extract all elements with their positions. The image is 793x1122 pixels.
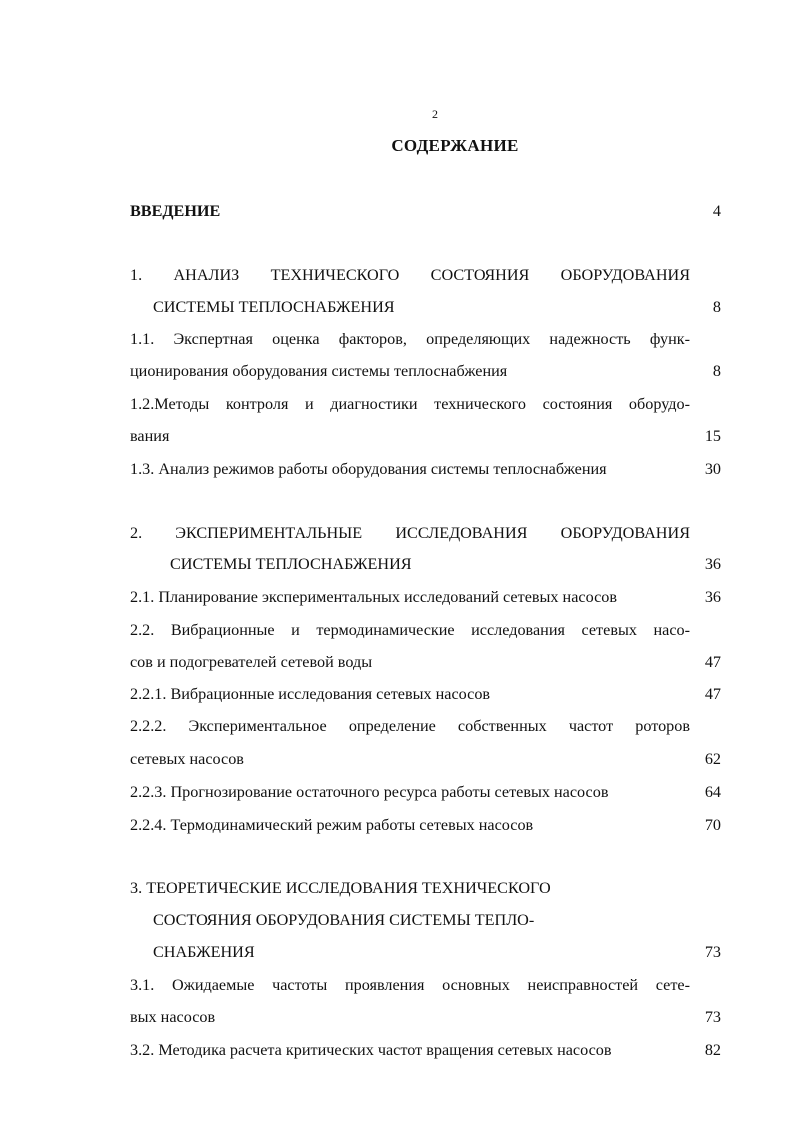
toc-entry-label: 3.2. Методика расчета критических частот вращения сетевых насосов bbox=[130, 1041, 612, 1059]
toc-page-number: 73 bbox=[704, 1008, 721, 1026]
toc-entry-label: 2.2.3. Прогнозирование остаточного ресурса работы сетевых насосов bbox=[130, 783, 609, 801]
toc-entry-label: 1.3. Анализ режимов работы оборудования системы теплоснабжения bbox=[130, 460, 607, 478]
toc-entry-label-cont: СНАБЖЕНИЯ bbox=[153, 943, 255, 961]
toc-page-number: 30 bbox=[704, 460, 721, 478]
toc-entry-label: 1.2.Методы контроля и диагностики технического состояния оборудо- bbox=[130, 395, 690, 413]
toc-entry-label: 3. ТЕОРЕТИЧЕСКИЕ ИССЛЕДОВАНИЯ ТЕХНИЧЕСКОГО bbox=[130, 879, 551, 897]
toc-entry-label: 2.1. Планирование экспериментальных исследований сетевых насосов bbox=[130, 588, 617, 606]
toc-page-number: 64 bbox=[704, 783, 721, 801]
toc-entry-label: 1. АНАЛИЗ ТЕХНИЧЕСКОГО СОСТОЯНИЯ ОБОРУДОВАНИЯ bbox=[130, 266, 690, 284]
toc-entry-label-cont: вых насосов bbox=[130, 1008, 216, 1026]
toc-entry-label: 2.2.1. Вибрационные исследования сетевых насосов bbox=[130, 685, 491, 703]
page-number: 2 bbox=[432, 107, 438, 121]
toc-page-number: 70 bbox=[704, 816, 721, 834]
toc-page-number: 62 bbox=[704, 750, 721, 768]
toc-entry-label: 2.2. Вибрационные и термодинамические исследования сетевых насо- bbox=[130, 621, 690, 639]
toc-page-number: 36 bbox=[704, 588, 721, 606]
toc-entry-label: 2.2.2. Экспериментальное определение собственных частот роторов bbox=[130, 717, 690, 735]
toc-entry-label-cont: СОСТОЯНИЯ ОБОРУДОВАНИЯ СИСТЕМЫ ТЕПЛО- bbox=[153, 911, 535, 929]
toc-entry-label-cont: вания bbox=[130, 427, 170, 445]
toc-page-number: 8 bbox=[712, 298, 721, 316]
toc-page-number: 47 bbox=[704, 653, 721, 671]
toc-entry-label: 1.1. Экспертная оценка факторов, определяющих надежность функ- bbox=[130, 330, 690, 348]
toc-page-number: 73 bbox=[704, 943, 721, 961]
page-title: СОДЕРЖАНИЕ bbox=[391, 136, 519, 155]
toc-page-number: 15 bbox=[704, 427, 721, 445]
toc-entry-label: ВВЕДЕНИЕ bbox=[130, 202, 221, 220]
toc-entry-label: 3.1. Ожидаемые частоты проявления основных неисправностей сете- bbox=[130, 976, 690, 994]
toc-entry-label-cont: сов и подогревателей сетевой воды bbox=[130, 653, 373, 671]
toc-page-number: 36 bbox=[704, 555, 721, 573]
toc-entry-label: 2.2.4. Термодинамический режим работы сетевых насосов bbox=[130, 816, 534, 834]
toc-entry-label-cont: СИСТЕМЫ ТЕПЛОСНАБЖЕНИЯ bbox=[170, 555, 412, 573]
toc-page-number: 4 bbox=[712, 202, 721, 220]
toc-entry-label-cont: сетевых насосов bbox=[130, 750, 244, 768]
toc-page-number: 8 bbox=[712, 362, 721, 380]
toc-page-number: 47 bbox=[704, 685, 721, 703]
toc-entry-label-cont: ционирования оборудования системы теплоснабжения bbox=[130, 362, 508, 380]
toc-entry-label: 2. ЭКСПЕРИМЕНТАЛЬНЫЕ ИССЛЕДОВАНИЯ ОБОРУДОВАНИЯ bbox=[130, 524, 690, 542]
toc-page-number: 82 bbox=[704, 1041, 721, 1059]
toc-entry-label-cont: СИСТЕМЫ ТЕПЛОСНАБЖЕНИЯ bbox=[153, 298, 395, 316]
